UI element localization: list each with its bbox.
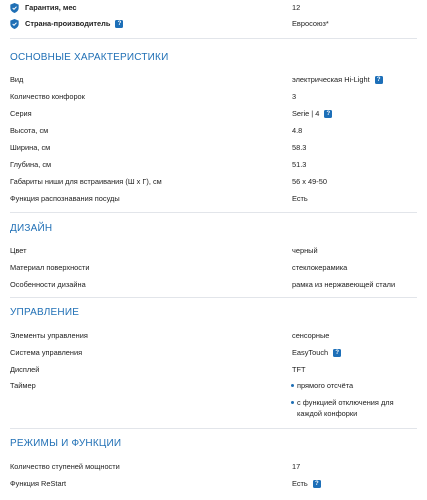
spec-label: Особенности дизайна (10, 280, 86, 289)
list-item-text: с функцией отключения для каждой конфорки (297, 398, 394, 418)
spec-label: Количество конфорок (10, 92, 85, 101)
spec-row-country (10, 18, 417, 29)
spec-label: Функция распознавания посуды (10, 194, 120, 203)
spec-label: Высота, см (10, 126, 49, 135)
spec-row (10, 91, 417, 102)
list-item (291, 380, 417, 391)
spec-value: 4.8 (292, 126, 303, 135)
section-title-control: УПРАВЛЕНИЕ (10, 307, 80, 318)
country-label: Страна-производитель (25, 19, 111, 28)
spec-value: черный (292, 246, 318, 255)
bullet-dot-icon (291, 384, 294, 387)
spec-label: Система управления (10, 348, 83, 357)
question-icon[interactable]: ? (324, 110, 332, 118)
warranty-value: 12 (292, 3, 301, 12)
spec-value: 17 (292, 462, 301, 471)
spec-value-text: электрическая Hi-Light (292, 75, 370, 84)
spec-value-text: EasyTouch (292, 348, 329, 357)
spec-value: 51.3 (292, 160, 307, 169)
section-title-main: ОСНОВНЫЕ ХАРАКТЕРИСТИКИ (10, 52, 169, 63)
divider (10, 428, 417, 429)
spec-label: Таймер (10, 381, 36, 390)
spec-value: TFT (292, 365, 306, 374)
section-title-modes: РЕЖИМЫ И ФУНКЦИИ (10, 438, 122, 449)
shield-check-icon (10, 3, 19, 13)
spec-label (10, 18, 292, 29)
question-icon[interactable]: ? (313, 480, 321, 488)
spec-row (10, 262, 417, 273)
spec-value (292, 108, 417, 119)
country-value: Евросоюз* (292, 19, 329, 28)
spec-row (10, 330, 417, 341)
spec-label: Серия (10, 109, 32, 118)
spec-row (10, 176, 417, 187)
spec-label: Функция ReStart (10, 479, 67, 488)
spec-label: Элементы управления (10, 331, 88, 340)
spec-label: Количество ступеней мощности (10, 462, 120, 471)
spec-row (10, 125, 417, 136)
spec-value (292, 74, 417, 85)
spec-value: стеклокерамика (292, 263, 348, 272)
spec-label: Габариты ниши для встраивания (Ш х Г), см (10, 177, 162, 186)
bullet-dot-icon (291, 401, 294, 404)
spec-value (292, 347, 417, 358)
spec-label: Дисплей (10, 365, 40, 374)
spec-row (10, 279, 417, 290)
spec-row (10, 347, 417, 358)
spec-row (10, 478, 417, 489)
spec-label: Ширина, см (10, 143, 51, 152)
divider (10, 297, 417, 298)
list-item-text: прямого отсчёта (297, 381, 354, 390)
spec-label: Цвет (10, 246, 27, 255)
spec-row (10, 74, 417, 85)
spec-row-warranty (10, 2, 417, 13)
divider (10, 212, 417, 213)
spec-label: Материал поверхности (10, 263, 90, 272)
spec-value: сенсорные (292, 331, 330, 340)
spec-row (10, 108, 417, 119)
list-item (291, 397, 417, 419)
spec-value: 56 х 49-50 (292, 177, 327, 186)
question-icon[interactable]: ? (115, 20, 123, 28)
warranty-label: Гарантия, мес (25, 3, 77, 12)
spec-row (10, 193, 417, 204)
spec-label: Глубина, см (10, 160, 52, 169)
spec-value-text: Есть (292, 479, 308, 488)
spec-label: Вид (10, 75, 24, 84)
divider (10, 38, 417, 39)
spec-row (10, 245, 417, 256)
spec-row (10, 142, 417, 153)
spec-value: рамка из нержавеющей стали (292, 280, 396, 289)
section-title-design: ДИЗАЙН (10, 223, 53, 234)
spec-value (292, 478, 417, 489)
question-icon[interactable]: ? (375, 76, 383, 84)
spec-value: Есть (292, 194, 308, 203)
spec-value (291, 380, 417, 425)
spec-value: 3 (292, 92, 297, 101)
shield-check-icon (10, 19, 19, 29)
spec-value-text: Serie | 4 (292, 109, 320, 118)
spec-row (10, 364, 417, 375)
spec-row (10, 159, 417, 170)
spec-row-timer (10, 380, 417, 425)
question-icon[interactable]: ? (333, 349, 341, 357)
spec-row (10, 461, 417, 472)
spec-label (10, 2, 292, 13)
spec-value: 58.3 (292, 143, 307, 152)
timer-options (291, 380, 417, 425)
